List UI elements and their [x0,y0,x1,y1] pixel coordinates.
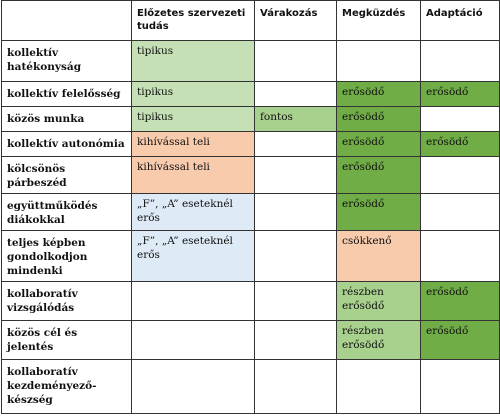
table-cell: „F”, „A” eseteknél erős [132,194,255,231]
table-cell [255,231,337,282]
table-cell [255,41,337,82]
table-cell: erősödő [337,157,421,194]
header-adaptation: Adaptáció [421,1,500,41]
table-cell: erősödő [421,282,500,321]
table-cell [255,321,337,360]
row-label: teljes képben gondolkodjon mindenki [2,231,132,282]
table-cell [255,282,337,321]
table-row [2,321,500,360]
table-cell: tipikus [132,107,255,132]
row-label: kollektív hatékonyság [2,41,132,82]
row-label: közös munka [2,107,132,132]
row-label: együttműködés diákokkal [2,194,132,231]
header-prior-knowledge: Előzetes szervezeti tudás [132,1,255,41]
table-cell: erősödő [421,132,500,157]
table-cell: erősödő [421,321,500,360]
table-cell [255,157,337,194]
table-body [2,41,500,414]
table-cell: csökkenő [337,231,421,282]
header-corner [2,1,132,41]
table-cell [255,194,337,231]
table-cell [421,231,500,282]
row-label: kollaboratív kezdeményező-készség [2,360,132,414]
table-row [2,107,500,132]
table-cell [337,360,421,414]
table-cell [421,41,500,82]
table-cell [255,82,337,107]
table-row [2,157,500,194]
table-cell: kihívással teli [132,132,255,157]
table-row [2,282,500,321]
table-cell [421,360,500,414]
table-row [2,231,500,282]
row-label: közös cél és jelentés [2,321,132,360]
table-cell [255,132,337,157]
table-cell [421,194,500,231]
table-cell [421,157,500,194]
row-label: kölcsönös párbeszéd [2,157,132,194]
table-cell: fontos [255,107,337,132]
table-cell: erősödő [337,107,421,132]
table-cell [132,321,255,360]
row-label: kollaboratív vizsgálódás [2,282,132,321]
header-expectation: Várakozás [255,1,337,41]
table-cell [132,360,255,414]
table-cell: részben erősödő [337,282,421,321]
table-cell: erősödő [421,82,500,107]
table-row [2,41,500,82]
table-cell: kihívással teli [132,157,255,194]
table-row [2,82,500,107]
table-cell: erősödő [337,132,421,157]
table-cell: tipikus [132,41,255,82]
table-cell: részben erősödő [337,321,421,360]
table-cell: tipikus [132,82,255,107]
table-row [2,194,500,231]
table-row [2,132,500,157]
header-coping: Megküzdés [337,1,421,41]
header-row [2,1,500,41]
table-cell [337,41,421,82]
table-cell: „F”, „A” eseteknél erős [132,231,255,282]
row-label: kollektív felelősség [2,82,132,107]
table-cell [421,107,500,132]
table-cell: erősödő [337,82,421,107]
table-cell [132,282,255,321]
table-cell: erősödő [337,194,421,231]
table-row [2,360,500,414]
table-cell [255,360,337,414]
row-label: kollektív autonómia [2,132,132,157]
comparison-table [1,0,500,414]
